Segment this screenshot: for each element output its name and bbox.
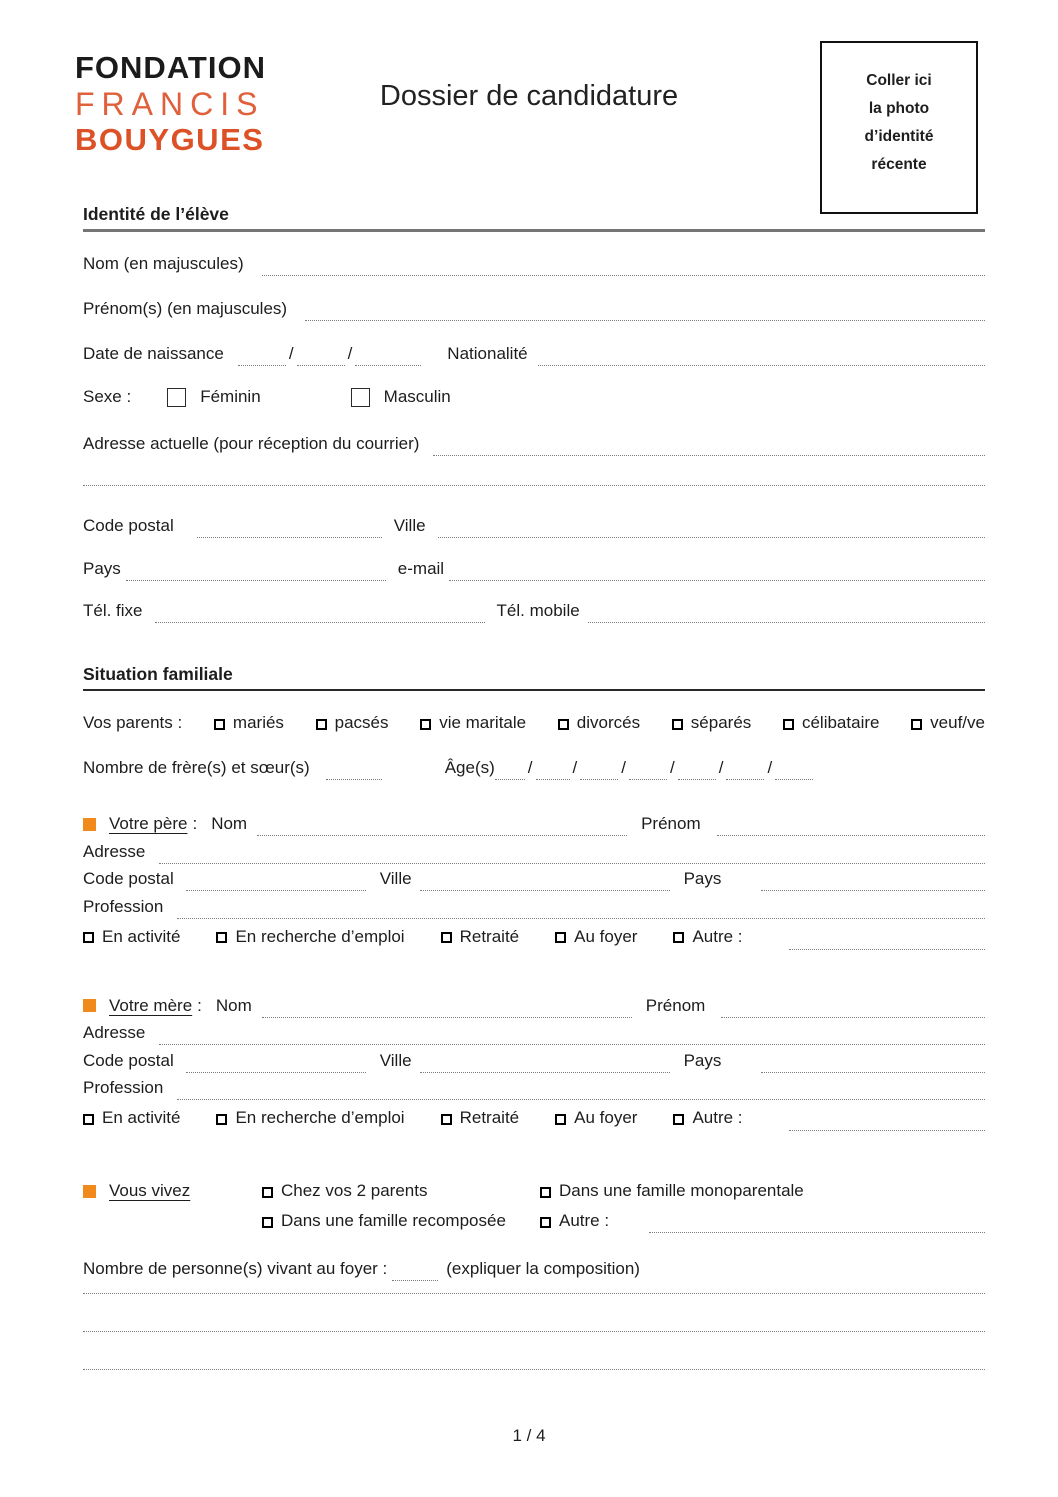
ville-input-line[interactable] <box>438 519 985 538</box>
celibataire-checkbox[interactable] <box>783 719 794 730</box>
mother-pays-input-line[interactable] <box>761 1054 985 1073</box>
separes-label: séparés <box>690 713 752 732</box>
father-profession-input-line[interactable] <box>177 900 985 919</box>
mother-profession-label: Profession <box>83 1078 164 1097</box>
section-heading-family: Situation familiale <box>83 663 985 691</box>
ages-label: Âge(s) <box>444 758 495 777</box>
pacses-checkbox[interactable] <box>316 719 327 730</box>
feminin-label: Féminin <box>200 387 261 406</box>
masculin-label: Masculin <box>383 387 451 406</box>
father-en-activite-checkbox[interactable] <box>83 932 94 943</box>
vos-parents-label: Vos parents : <box>83 713 183 732</box>
logo-line-fondation: FONDATION <box>75 50 266 85</box>
mother-en-activite-label: En activité <box>102 1108 181 1127</box>
colon: : <box>192 814 198 833</box>
famille-recomposee-checkbox[interactable] <box>262 1217 273 1228</box>
prenom-input-line[interactable] <box>305 302 985 321</box>
mother-adresse-label: Adresse <box>83 1023 146 1042</box>
mother-nom-input-line[interactable] <box>262 999 632 1018</box>
feminin-checkbox[interactable] <box>167 388 186 407</box>
veuf-checkbox[interactable] <box>911 719 922 730</box>
orange-bullet-icon <box>83 999 96 1012</box>
divorces-label: divorcés <box>576 713 641 732</box>
page-number: 1 / 4 <box>512 1426 546 1445</box>
father-nom-label: Nom <box>211 814 248 833</box>
mother-profession-input-line[interactable] <box>177 1081 985 1100</box>
orange-bullet-icon <box>83 818 96 831</box>
mother-prenom-input-line[interactable] <box>721 999 985 1018</box>
colon: : <box>197 995 202 1015</box>
mother-status-row <box>83 1105 985 1131</box>
age-separator: / <box>718 758 724 777</box>
siblings-count-input-line[interactable] <box>326 761 382 780</box>
father-prenom-label: Prénom <box>641 814 701 833</box>
father-code-postal-label: Code postal <box>83 869 174 888</box>
father-autre-checkbox[interactable] <box>673 932 684 943</box>
age-separator: / <box>621 758 626 777</box>
father-adresse-label: Adresse <box>83 841 146 861</box>
age-input-line[interactable] <box>536 761 570 780</box>
ville-label: Ville <box>393 516 426 535</box>
mother-heading-row <box>83 994 985 1018</box>
mother-profession-row <box>83 1076 985 1100</box>
field-row-prenom <box>83 297 985 321</box>
field-row-household <box>83 1257 985 1281</box>
nationalite-label: Nationalité <box>447 344 528 363</box>
logo-line-bouygues: BOUYGUES <box>75 122 265 157</box>
mother-autre-checkbox[interactable] <box>673 1114 684 1125</box>
pacses-label: pacsés <box>334 713 389 732</box>
sexe-label: Sexe : <box>83 387 132 406</box>
mother-cp-ville-pays-row <box>83 1049 985 1073</box>
photo-box-line: récente <box>871 156 927 173</box>
pays-label: Pays <box>83 559 121 578</box>
divorces-checkbox[interactable] <box>558 719 569 730</box>
household-detail-line-2[interactable] <box>83 1331 985 1332</box>
mother-adresse-row <box>83 1021 985 1045</box>
age-separator: / <box>572 758 578 777</box>
age-input-line[interactable] <box>495 761 525 780</box>
age-input-line[interactable] <box>678 761 716 780</box>
field-row-adresse <box>83 432 985 456</box>
veuf-label: veuf/ve <box>930 713 985 732</box>
father-profession-row <box>83 895 985 919</box>
date-separator: / <box>288 344 294 363</box>
field-row-pays-email <box>83 557 985 581</box>
mother-au-foyer-checkbox[interactable] <box>555 1114 566 1125</box>
mother-recherche-emploi-checkbox[interactable] <box>216 1114 227 1125</box>
nom-input-line[interactable] <box>262 257 985 276</box>
mother-code-postal-label: Code postal <box>83 1050 174 1070</box>
father-heading-row <box>83 812 985 836</box>
mother-ville-input-line[interactable] <box>420 1054 670 1073</box>
living-row-2 <box>83 1209 985 1233</box>
logo-line-francis: FRANCIS <box>75 86 265 122</box>
vie-maritale-checkbox[interactable] <box>420 719 431 730</box>
mother-adresse-input-line[interactable] <box>159 1026 985 1045</box>
father-ville-input-line[interactable] <box>420 872 670 891</box>
father-adresse-row <box>83 840 985 864</box>
chez-2-parents-label: Chez vos 2 parents <box>281 1181 428 1200</box>
siblings-label: Nombre de frère(s) et sœur(s) <box>83 758 310 777</box>
household-count-input-line[interactable] <box>392 1262 438 1281</box>
field-row-code-postal-ville <box>83 514 985 538</box>
father-heading: Votre père <box>109 814 188 833</box>
father-code-postal-input-line[interactable] <box>186 872 366 891</box>
mother-en-activite-checkbox[interactable] <box>83 1114 94 1125</box>
adresse-input-line[interactable] <box>433 437 985 456</box>
mother-retraite-checkbox[interactable] <box>441 1114 452 1125</box>
father-profession-label: Profession <box>83 896 164 916</box>
father-autre-label: Autre : <box>692 926 743 946</box>
father-au-foyer-label: Au foyer <box>574 926 638 946</box>
mother-autre-label: Autre : <box>692 1108 743 1127</box>
household-hint: (expliquer la composition) <box>446 1259 640 1278</box>
nom-label: Nom (en majuscules) <box>83 254 244 273</box>
famille-recomposee-label: Dans une famille recomposée <box>281 1211 506 1230</box>
living-autre-checkbox[interactable] <box>540 1217 551 1228</box>
household-detail-line-1[interactable] <box>83 1293 985 1294</box>
living-heading: Vous vivez <box>109 1181 191 1200</box>
famille-monoparentale-label: Dans une famille monoparentale <box>559 1181 804 1200</box>
father-ville-label: Ville <box>379 869 412 888</box>
father-au-foyer-checkbox[interactable] <box>555 932 566 943</box>
code-postal-input-line[interactable] <box>197 519 382 538</box>
photo-box-line: la photo <box>868 100 930 117</box>
date-separator: / <box>347 344 353 363</box>
mother-pays-label: Pays <box>683 1050 722 1070</box>
living-autre-input-line[interactable] <box>649 1214 985 1233</box>
maries-label: mariés <box>232 713 284 732</box>
adresse-label: Adresse actuelle (pour réception du courrier) <box>83 434 420 453</box>
living-autre-label: Autre : <box>559 1211 610 1230</box>
adresse-input-line-2[interactable] <box>83 485 985 486</box>
birth-month-input-line[interactable] <box>297 347 345 366</box>
pays-input-line[interactable] <box>126 562 386 581</box>
photo-paste-area <box>820 41 978 214</box>
separes-checkbox[interactable] <box>672 719 683 730</box>
tel-mobile-label: Tél. mobile <box>496 601 580 620</box>
field-row-sexe <box>83 384 985 410</box>
father-pays-label: Pays <box>683 869 722 888</box>
father-status-row <box>83 924 985 950</box>
orange-bullet-icon <box>83 1185 96 1198</box>
age-input-line[interactable] <box>580 761 618 780</box>
father-autre-input-line[interactable] <box>789 931 985 950</box>
code-postal-label: Code postal <box>83 516 174 535</box>
father-nom-input-line[interactable] <box>257 817 627 836</box>
mother-autre-input-line[interactable] <box>789 1112 985 1131</box>
age-separator: / <box>767 758 773 777</box>
father-prenom-input-line[interactable] <box>717 817 985 836</box>
field-row-vos-parents <box>83 711 985 735</box>
email-input-line[interactable] <box>449 562 985 581</box>
field-row-freres-soeurs <box>83 756 985 780</box>
field-row-telephones <box>83 599 985 623</box>
maries-checkbox[interactable] <box>214 719 225 730</box>
age-input-line[interactable] <box>775 761 813 780</box>
foundation-logo <box>75 50 266 158</box>
masculin-checkbox[interactable] <box>351 388 370 407</box>
nationalite-input-line[interactable] <box>538 347 985 366</box>
mother-section <box>83 994 985 1132</box>
mother-ville-label: Ville <box>379 1050 412 1070</box>
father-recherche-emploi-label: En recherche d’emploi <box>235 926 405 946</box>
email-label: e-mail <box>397 559 445 578</box>
tel-fixe-input-line[interactable] <box>155 604 485 623</box>
field-row-date-naissance <box>83 342 985 366</box>
age-separator: / <box>527 758 533 777</box>
father-recherche-emploi-checkbox[interactable] <box>216 932 227 943</box>
photo-box-line: d’identité <box>864 128 934 145</box>
father-cp-ville-pays-row <box>83 867 985 891</box>
mother-recherche-emploi-label: En recherche d’emploi <box>235 1108 405 1127</box>
living-row-1 <box>83 1179 985 1203</box>
tel-mobile-input-line[interactable] <box>588 604 985 623</box>
father-retraite-checkbox[interactable] <box>441 932 452 943</box>
section-heading-identity: Identité de l’élève <box>83 203 985 232</box>
father-en-activite-label: En activité <box>102 926 181 946</box>
age-separator: / <box>669 758 675 777</box>
father-retraite-label: Retraité <box>459 926 520 946</box>
age-input-line[interactable] <box>629 761 667 780</box>
mother-heading: Votre mère <box>109 995 193 1015</box>
father-section <box>83 812 985 950</box>
birth-year-input-line[interactable] <box>355 347 421 366</box>
mother-au-foyer-label: Au foyer <box>574 1108 638 1127</box>
date-naissance-label: Date de naissance <box>83 344 224 363</box>
tel-fixe-label: Tél. fixe <box>83 601 143 620</box>
celibataire-label: célibataire <box>801 713 880 732</box>
age-input-line[interactable] <box>726 761 764 780</box>
mother-nom-label: Nom <box>215 995 252 1015</box>
father-pays-input-line[interactable] <box>761 872 985 891</box>
chez-2-parents-checkbox[interactable] <box>262 1187 273 1198</box>
household-detail-line-3[interactable] <box>83 1369 985 1370</box>
famille-monoparentale-checkbox[interactable] <box>540 1187 551 1198</box>
living-section <box>83 1179 985 1233</box>
field-row-nom <box>83 252 985 276</box>
mother-code-postal-input-line[interactable] <box>186 1054 366 1073</box>
page-title: Dossier de candidature <box>379 80 679 112</box>
mother-prenom-label: Prénom <box>645 995 706 1015</box>
prenom-label: Prénom(s) (en majuscules) <box>83 299 288 318</box>
father-adresse-input-line[interactable] <box>159 845 985 864</box>
mother-retraite-label: Retraité <box>459 1108 520 1127</box>
vie-maritale-label: vie maritale <box>439 713 527 732</box>
household-label: Nombre de personne(s) vivant au foyer : <box>83 1259 388 1278</box>
photo-box-line: Coller ici <box>866 72 932 89</box>
birth-day-input-line[interactable] <box>238 347 286 366</box>
